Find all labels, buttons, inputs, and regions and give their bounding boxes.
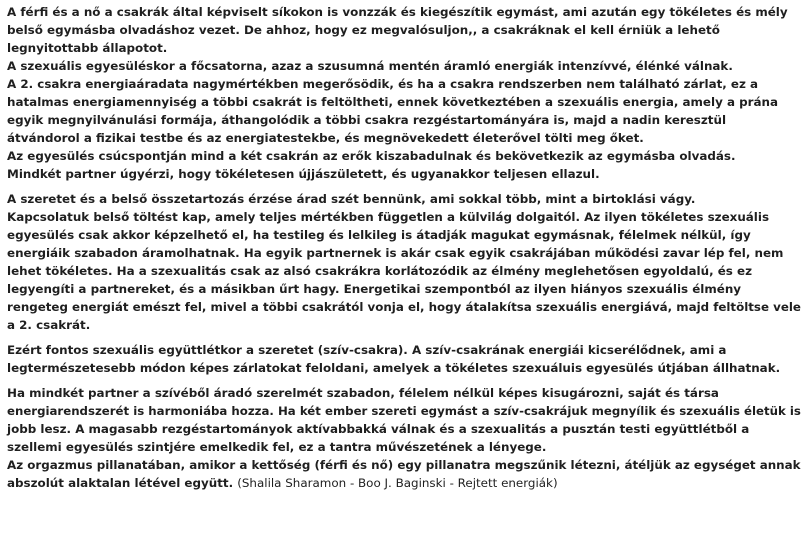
text-line: energiáik szabadon áramolhatnak. Ha egyik partnernek is akár csak egyik csakrájában működési zavar lép fel, nem xyxy=(7,246,784,260)
text-line: belső egymásba olvadáshoz vezet. De ahhoz, hogy ez megvalósuljon,, a csakráknak el kell érniük a lehető xyxy=(7,23,720,37)
text-line: Az orgazmus pillanatában, amikor a kettőség (férfi és nő) egy pillanatra megszűnik létezni, átéljük az egységet annak xyxy=(7,458,801,472)
paragraph-3 xyxy=(7,341,801,377)
text-line: átvándorol a fizikai testbe és az energiatestekbe, és megnövekedett életerővel tölti meg őket. xyxy=(7,131,644,145)
text-line: Az egyesülés csúcspontján mind a két csakrán az erők kiszabadulnak és bekövetkezik az egymásba olvadás. xyxy=(7,149,736,163)
text-line: a 2. csakrát. xyxy=(7,318,91,332)
final-line-text: abszolút alaktalan létével együtt. xyxy=(7,476,234,490)
text-line: A 2. csakra energiaáradata nagymértékben megerősödik, és ha a csakra rendszerben nem található zárlat, ez a xyxy=(7,77,759,91)
text-line: Mindkét partner úgyérzi, hogy tökéletesen újjászületett, és ugyanakkor teljesen ellazul. xyxy=(7,167,600,181)
text-line: Ezért fontos szexuális együttlétkor a szeretet (szív-csakra). A szív-csakrának energiái kicserélődnek, ami a xyxy=(7,343,727,357)
text-line: hatalmas energiamennyiség a többi csakrát is feltöltheti, ennek következtében a szexuális energia, amely a prána xyxy=(7,95,779,109)
text-line: szellemi egyesülés szintjére emelkedik fel, ez a tantra művészetének a lényege. xyxy=(7,440,547,454)
text-line: Kapcsolatuk belső töltést kap, amely teljes mértékben független a külvilág dolgaitól. Az ilyen tökéletes szexuális xyxy=(7,210,770,224)
paragraph-2 xyxy=(7,190,801,334)
text-line: A szexuális egyesüléskor a főcsatorna, azaz a szusumná mentén áramló energiák intenzívvé, élénké válnak. xyxy=(7,59,733,73)
text-line: legtermészetesebb módon képes zárlatokat feloldani, amelyek a tökéletes szexuáluis egyesülés útjában állhatnak. xyxy=(7,361,781,375)
text-line: egyesülés csak akkor képzelhető el, ha testileg és lelkileg is átadják magukat egymásnak, félelmek nélkül, így xyxy=(7,228,751,242)
text-line: energiarendszerét is harmoniába hozza. Ha két ember szereti egymást a szív-csakrájuk megnyílik és szexuális életük is xyxy=(7,404,801,418)
text-line: legyengíti a partnereket, és a másikban űrt hagy. Energetikai szempontból az ilyen hiányos szexuális élmény xyxy=(7,282,742,296)
text-line: rengeteg energiát emészt fel, mivel a többi csakrától vonja el, hogy átalakítsa szexuális energiává, majd feltöltse vele xyxy=(7,300,801,314)
paragraph-1 xyxy=(7,3,801,183)
text-line: lehet tökéletes. Ha a szexualitás csak az alsó csakrákra korlátozódik az élmény meglehetősen egyoldalú, és ez xyxy=(7,264,752,278)
text-line: Ha mindkét partner a szívéből áradó szerelmét szabadon, félelem nélkül képes kisugározni, saját és társa xyxy=(7,386,719,400)
text-line: egyik megnyilvánulási formája, áthangolódik a többi csakra rezgéstartományára is, majd a nadin keresztül xyxy=(7,113,727,127)
text-line: A szeretet és a belső összetartozás érzése árad szét bennünk, ami sokkal több, mint a birtoklási vágy. xyxy=(7,192,696,206)
text-line: jobb lesz. A magasabb rezgéstartományok aktívabbakká válnak és a szexualitás a pusztán testi együttlétből a xyxy=(7,422,750,436)
text-line: A férfi és a nő a csakrák által képviselt síkokon is vonzzák és kiegészítik egymást, ami azután egy tökéletes és mély xyxy=(7,5,788,19)
source-citation: (Shalila Sharamon - Boo J. Baginski - Rejtett energiák) xyxy=(237,476,558,490)
paragraph-4 xyxy=(7,384,801,492)
text-line: legnyitottabb állapotot. xyxy=(7,41,168,55)
final-line xyxy=(7,474,801,492)
